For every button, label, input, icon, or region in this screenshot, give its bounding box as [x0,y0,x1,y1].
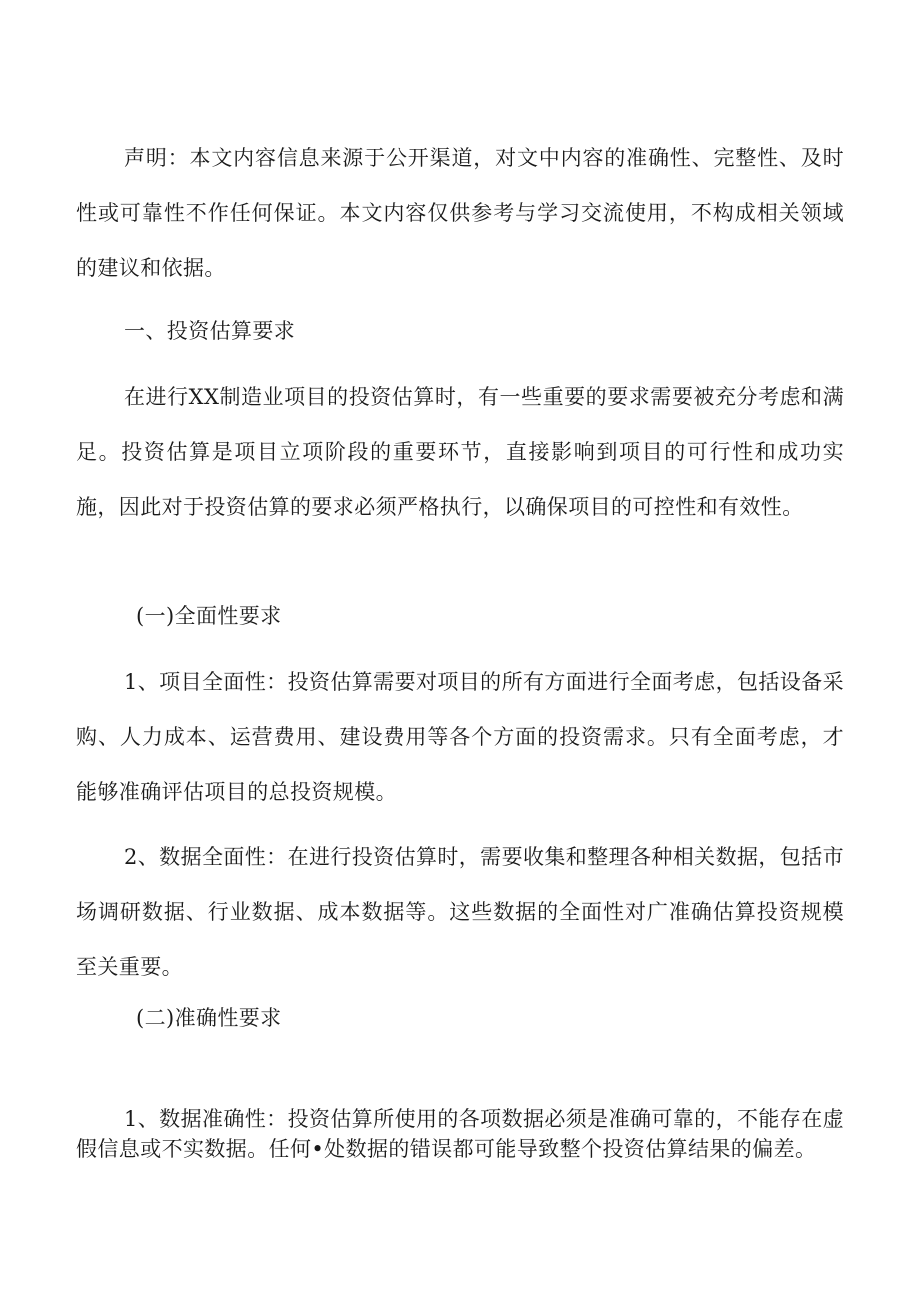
subsection-heading: (一)全面性要求 [136,604,282,628]
intro-paragraph: 在进行XX制造业项目的投资估算时，有一些重要的要求需要被充分考虑和满足。投资估算是项目立项阶段的重要环节，直接影响到项目的可行性和成功实施，因此对于投资估算的要求必须严格执行，以确保项目的可控性和有效性。 [76,385,844,519]
section-heading: 一、投资估算要求 [124,319,296,343]
list-item-paragraph: 1、项目全面性：投资估算需要对项目的所有方面进行全面考虑，包括设备采购、人力成本、运营费用、建设费用等各个方面的投资需求。只有全面考虑，才能够准确评估项目的总投资规模。 [76,670,844,804]
subsection-heading: (二)准确性要求 [136,1006,282,1030]
list-item-paragraph: 2、数据全面性：在进行投资估算时，需要收集和整理各种相关数据，包括市场调研数据、行业数据、成本数据等。这些数据的全面性对广准确估算投资规模至关重要。 [76,845,844,979]
disclaimer-paragraph: 声明：本文内容信息来源于公开渠道，对文中内容的准确性、完整性、及时性或可靠性不作任何保证。本文内容仅供参考与学习交流使用，不构成相关领域的建议和依据。 [76,146,844,280]
list-item-paragraph: 1、数据准确性：投资估算所使用的各项数据必须是准确可靠的，不能存在虚假信息或不实数据。任何•处数据的错误都可能导致整个投资估算结果的偏差。 [76,1107,844,1161]
